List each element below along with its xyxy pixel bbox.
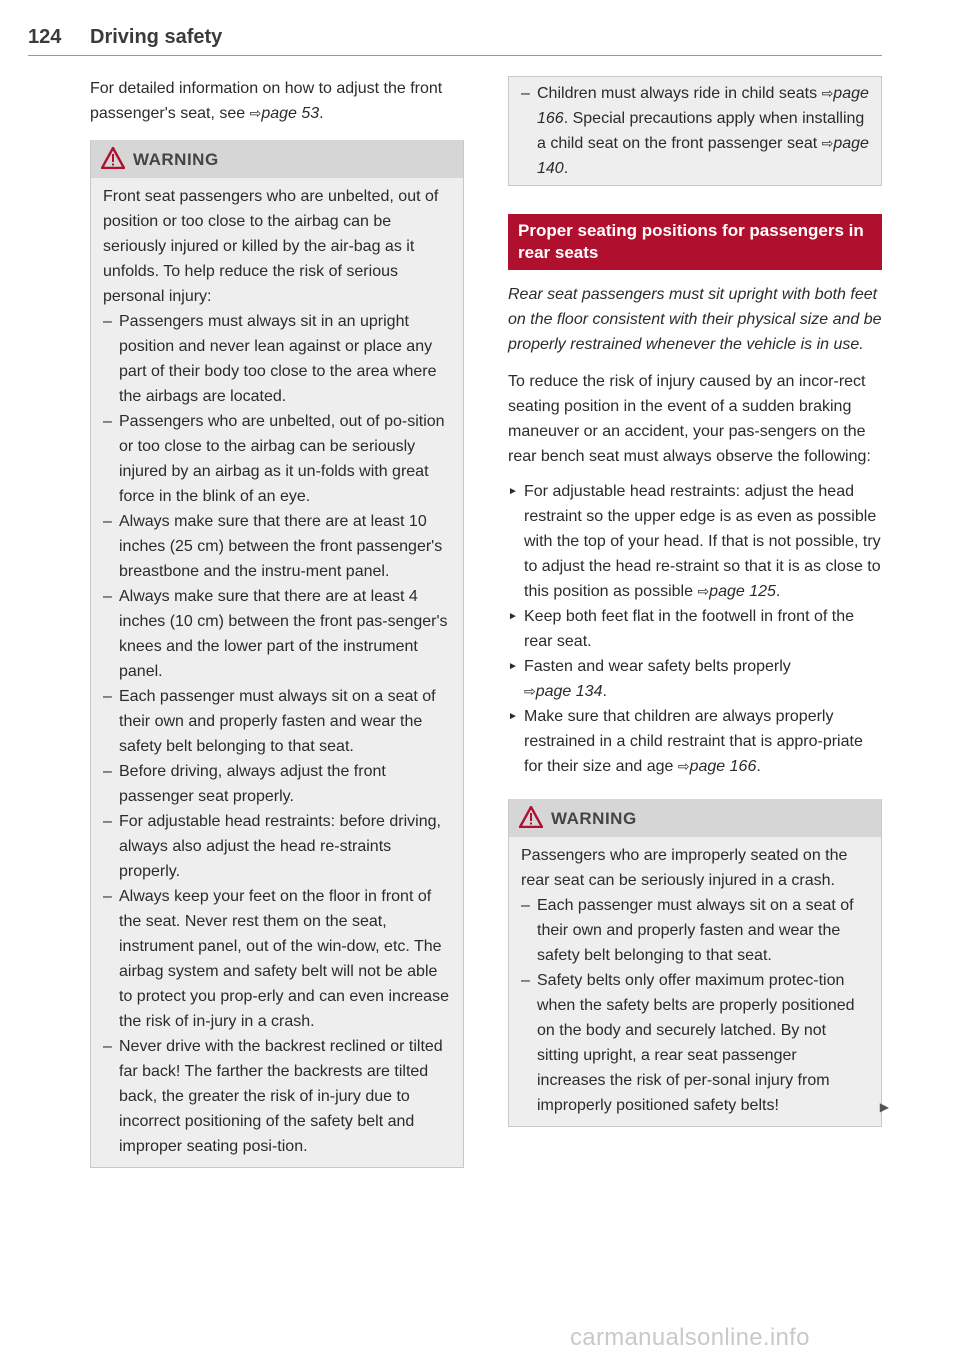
warning-title: WARNING xyxy=(551,809,637,828)
section-title: Driving safety xyxy=(90,26,223,48)
xref-arrow-icon: ⇨ xyxy=(677,758,690,774)
step-list xyxy=(508,479,882,779)
xref-arrow-icon: ⇨ xyxy=(524,683,536,699)
warning-body xyxy=(91,178,463,1167)
warning-item: – Always keep your feet on the floor in front of the seat. Never rest them on the seat, instrument panel, out of the win-dow, etc. The airbag system and safety belt will not be able to protect you prop-erly and can even increase the risk of in-jury in a crash. xyxy=(103,884,451,1034)
warning-item: – Always make sure that there are at least 4 inches (10 cm) between the front pas-senger's knees and the lower part of the instrument panel. xyxy=(103,584,451,684)
step-item: ► For adjustable head restraints: adjust the head restraint so the upper edge is as even as possible with the top of your head. If that is not possible, try to adjust the head re-straint so that it is as close to this position as possible ⇨page 125. xyxy=(508,479,882,604)
continue-arrow-icon: ▶ xyxy=(879,1100,889,1114)
xref-arrow-icon: ⇨ xyxy=(821,135,834,151)
warning-item: – Passengers who are unbelted, out of po-sition or too close to the airbag can be seriously injured by an airbag as it un-folds with great force in the blink of an eye. xyxy=(103,409,451,509)
xref-link[interactable]: page 140 xyxy=(537,135,869,177)
warning-intro: Passengers who are improperly seated on the rear seat can be seriously injured in a crash. xyxy=(521,847,848,889)
xref-arrow-icon: ⇨ xyxy=(697,583,710,599)
xref-arrow-icon: ⇨ xyxy=(821,85,834,101)
watermark: carmanualsonline.info xyxy=(570,1324,810,1351)
warning-triangle-icon xyxy=(519,806,543,836)
xref-link[interactable]: page 125 xyxy=(709,583,776,600)
header-rule xyxy=(28,55,882,56)
warning-item: – Always make sure that there are at least 10 inches (25 cm) between the front passenger's breastbone and the instru-ment panel. xyxy=(103,509,451,584)
warning-triangle-icon xyxy=(101,147,125,177)
warning-intro: Front seat passengers who are unbelted, out of position or too close to the airbag can be seriously injured or killed by the air-bag as it unfolds. To help reduce the risk of serious personal injury: xyxy=(103,188,439,305)
italic-intro: Rear seat passengers must sit upright with both feet on the floor consistent with their physical size and be properly restrained whenever the vehicle is in use. xyxy=(508,286,882,353)
warning-title: WARNING xyxy=(133,150,219,169)
warning-header xyxy=(91,140,463,178)
warning-continued-box xyxy=(508,76,882,186)
warning-item: – For adjustable head restraints: before driving, always also adjust the head re-straints properly. xyxy=(103,809,451,884)
xref-link[interactable]: page 134 xyxy=(535,683,603,700)
warning-box xyxy=(508,799,889,1127)
page-header xyxy=(28,24,882,56)
left-column xyxy=(90,76,464,1168)
warning-box xyxy=(90,140,464,1168)
section-heading: Proper seating positions for passengers in rear seats xyxy=(508,214,882,270)
warning-item: – Children must always ride in child seats ⇨page 166. Special precautions apply when installing a child seat on the front passenger seat ⇨page 140. xyxy=(521,81,869,181)
right-column xyxy=(508,76,889,1127)
warning-item: – Each passenger must always sit on a seat of their own and properly fasten and wear the safety belt belonging to that seat. xyxy=(521,893,869,968)
xref-link[interactable]: page 53 xyxy=(261,105,320,122)
warning-item: – Before driving, always adjust the front passenger seat properly. xyxy=(103,759,451,809)
xref-link[interactable]: page 166 xyxy=(537,85,869,127)
step-item: ► Keep both feet flat in the footwell in front of the rear seat. xyxy=(508,604,882,654)
warning-item: – Never drive with the backrest reclined or tilted far back! The farther the backrests are tilted back, the greater the risk of in-jury due to incorrect positioning of the safety belt and improper seating posi-tion. xyxy=(103,1034,451,1159)
step-item: ► Make sure that children are always properly restrained in a child restraint that is appro-priate for their size and age ⇨page 166. xyxy=(508,704,882,779)
warning-header xyxy=(509,799,881,837)
page-number: 124 xyxy=(28,26,62,48)
xref-link[interactable]: page 166 xyxy=(689,758,757,775)
warning-item: – Passengers must always sit in an upright position and never lean against or place any part of their body too close to the area where the airbags are located. xyxy=(103,309,451,409)
warning-list xyxy=(521,893,869,1118)
xref-arrow-icon: ⇨ xyxy=(249,105,262,121)
warning-item: – Each passenger must always sit on a seat of their own and properly fasten and wear the safety belt belonging to that seat. xyxy=(103,684,451,759)
step-item: ► Fasten and wear safety belts properly ⇨page 134. xyxy=(508,654,882,704)
warning-body xyxy=(509,837,881,1126)
intro-paragraph: For detailed information on how to adjust the front passenger's seat, see ⇨page 53. xyxy=(90,80,443,122)
warning-list xyxy=(103,309,451,1159)
body-paragraph: To reduce the risk of injury caused by an incor-rect seating position in the event of a sudden braking maneuver or an accident, your pas-sengers on the rear bench seat must always observe the following: xyxy=(508,373,871,465)
warning-item: – Safety belts only offer maximum protec-tion when the safety belts are properly positioned on the body and securely latched. By not sitting upright, a rear seat passenger increases the risk of per-sonal injury from improperly positioned safety belts! xyxy=(521,968,869,1118)
